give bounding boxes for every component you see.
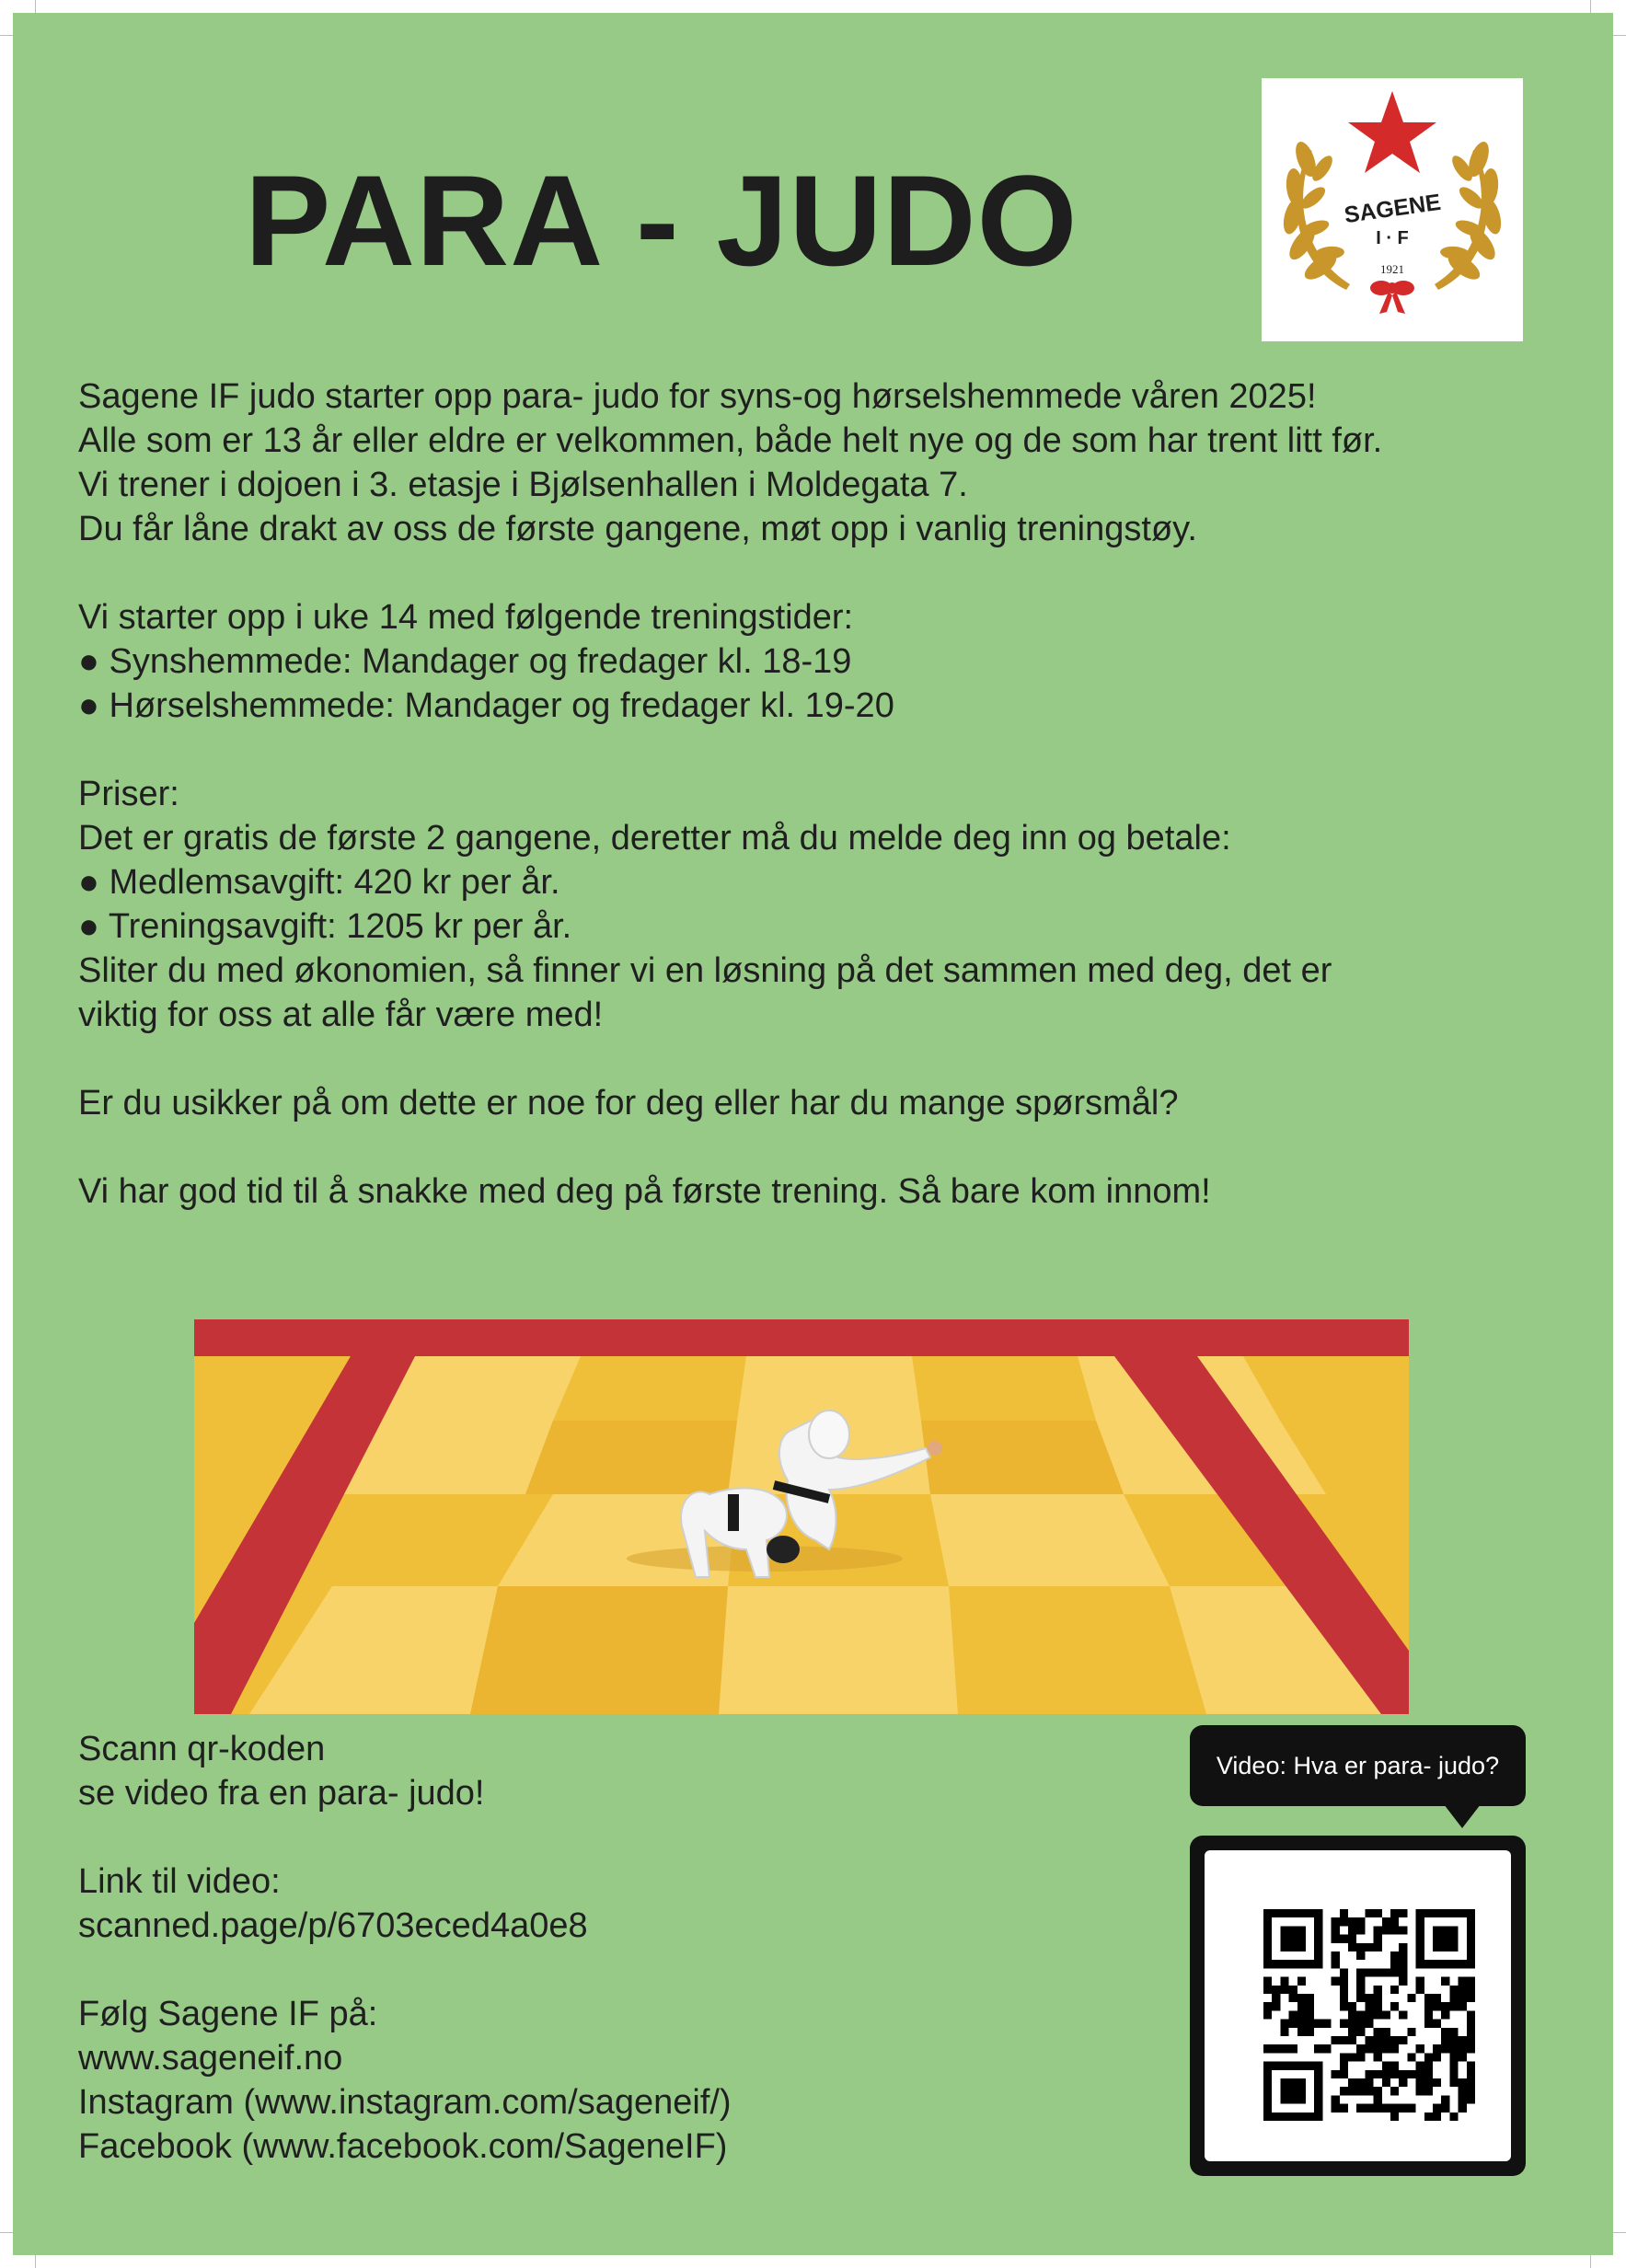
sagene-if-logo	[1262, 78, 1523, 341]
link-label: Link til video:	[78, 1862, 281, 1901]
prices-line: viktig for oss at alle får være med!	[78, 996, 604, 1034]
scan-line: se video fra en para- judo!	[78, 1774, 485, 1813]
logo-year: 1921	[1380, 262, 1404, 276]
prices-item: ● Medlemsavgift: 420 kr per år.	[78, 863, 560, 902]
qr-code-icon[interactable]	[1263, 1909, 1475, 2121]
prices-line: Det er gratis de første 2 gangene, deretter må du melde deg inn og betale:	[78, 819, 1231, 858]
logo-name: SAGENE	[1343, 189, 1443, 229]
follow-heading: Følg Sagene IF på:	[78, 1995, 378, 2033]
prices-heading: Priser:	[78, 775, 179, 813]
question-text: Er du usikker på om dette er noe for deg eller har du mange spørsmål?	[78, 1084, 1179, 1122]
prices-item: ● Treningsavgift: 1205 kr per år.	[78, 907, 572, 946]
schedule-item: ● Synshemmede: Mandager og fredager kl. 18-19	[78, 642, 852, 681]
prices-line: Sliter du med økonomien, så finner vi en løsning på det sammen med deg, det er	[78, 951, 1332, 990]
page-title: PARA - JUDO	[245, 148, 1078, 293]
video-link[interactable]: scanned.page/p/6703eced4a0e8	[78, 1906, 588, 1945]
intro-line: Alle som er 13 år eller eldre er velkommen, både helt nye og de som har trent litt før.	[78, 421, 1383, 460]
footer-block	[78, 1727, 870, 2169]
schedule-item: ● Hørselshemmede: Mandager og fredager kl. 19-20	[78, 686, 894, 725]
qr-label-tail	[1444, 1804, 1481, 1828]
qr-label: Video: Hva er para- judo?	[1190, 1725, 1526, 1806]
judo-photo	[194, 1319, 1409, 1714]
qr-frame	[1190, 1836, 1526, 2176]
instagram-link[interactable]: Instagram (www.instagram.com/sageneif/)	[78, 2083, 732, 2122]
scan-line: Scann qr-koden	[78, 1730, 326, 1768]
logo-sub: I · F	[1376, 228, 1409, 248]
facebook-link[interactable]: Facebook (www.facebook.com/SageneIF)	[78, 2127, 728, 2166]
intro-line: Du får låne drakt av oss de første gangene, møt opp i vanlig treningstøy.	[78, 510, 1197, 548]
intro-block	[78, 374, 1514, 1214]
intro-line: Sagene IF judo starter opp para- judo for syns-og hørselshemmede våren 2025!	[78, 377, 1317, 416]
website-link[interactable]: www.sageneif.no	[78, 2039, 343, 2078]
schedule-heading: Vi starter opp i uke 14 med følgende treningstider:	[78, 598, 854, 637]
welcome-text: Vi har god tid til å snakke med deg på første trening. Så bare kom innom!	[78, 1172, 1211, 1211]
intro-line: Vi trener i dojoen i 3. etasje i Bjølsenhallen i Moldegata 7.	[78, 466, 968, 504]
